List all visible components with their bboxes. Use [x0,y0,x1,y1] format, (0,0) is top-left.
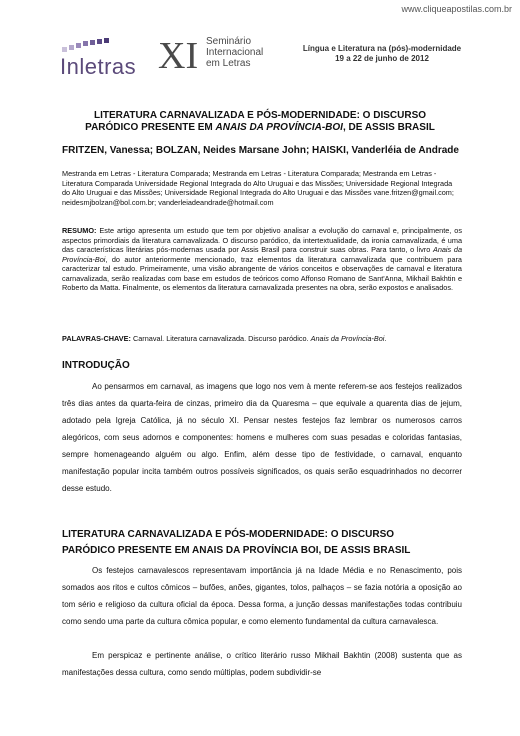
keywords-label: PALAVRAS-CHAVE: [62,334,131,343]
keywords-text: . [384,334,387,343]
title-part: PARÓDICO PRESENTE EM [85,122,216,133]
tagline-theme: Língua e Literatura na (pós)-modernidade [302,44,462,53]
keywords [62,334,462,344]
paper-title [40,110,480,134]
logo-seminar-line: Seminário [206,36,252,47]
title-line-1: LITERATURA CARNAVALIZADA E PÓS-MODERNIDADE: O DISCURSO [93,110,427,121]
affiliation: Mestranda em Letras - Literatura Comparada; Mestranda em Letras - Literatura Comparada; Mestranda em Letras - Literatura Comparada Universidade Regional Integrada do Alto Uruguai e das Missões; Universidade Regional Integrada do Alto Uruguai e das Missões; Universidade Regional Integrada do Alto Uruguai e das Missões vane.fritzen@gmail.com; neidesmjbolzan@bol.com.br; vanderleiadeandrade@hotmail.com [62,169,454,207]
authors: FRITZEN, Vanessa; BOLZAN, Neides Marsane John; HAISKI, Vanderléia de Andrade [62,145,459,156]
section-heading [62,527,462,559]
logo-seminar [206,36,263,69]
paragraph: Ao pensarmos em carnaval, as imagens que logo nos vem à mente referem-se aos festejos realizados três dias antes da quarta-feira de cinzas, primeiro dia da Quaresma – que equivale a quarenta dias de jejum, adotado pela Igreja Católica, já no século XI. Pensar nestes festejos faz lembrar os numerosos carros alegóricos, com seus adornos e componentes: homens e mulheres com suas pesadas e coloridas fantasias, sempre homenageando alguém ou algo. Enfim, além desse tipo de festividade, o carnaval, enquanto manifestação popular incita também outros possíveis significados, os quais serão esquadrinhados no decorrer desse estudo. [62,382,462,493]
abstract-text: , do autor anteriormente mencionado, traz elementos da literatura carnavalizada que contribuem para caracterizar tal estudo. Primeiramente, uma visão abrangente de vários conceitos e observações de carnaval e literatura carnavalizada, serão realizadas com base em estudos de teóricos como Affonso Romano de Sant'Anna, Mikhail Bakhtin e Roberto da Matta. Finalmente, os elementos da literatura carnavalizada presentes na obra, serão expostos e analisados. [62,254,462,292]
paragraph: Os festejos carnavalescos representavam importância já na Idade Média e no Renascimento, pois somados aos ritos e cultos cômicos – bufões, anões, gigantes, tolos, palhaços – se fazia notória a oposição ao tom sério e religioso da cultura oficial da época. Dessa forma, a junção dessas manifestações todas contribuiu como sendo uma parte da cultura cômica popular, e como elemento fundamental da cultura carnavalesca. [62,566,462,626]
section-heading-line: PARÓDICO PRESENTE EM ANAIS DA PROVÍNCIA BOI, DE ASSIS BRASIL [62,545,411,556]
logo-edition: XI [158,35,199,77]
logo-wordmark: Inletras [60,54,137,79]
keywords-text: Carnaval. Literatura carnavalizada. Discurso paródico. [130,334,311,343]
logo-seminar-line: Internacional [206,47,264,58]
keywords-book: Anais da Província-Boi [310,334,385,343]
abstract-label: RESUMO: [62,226,97,235]
title-part: , DE ASSIS BRASIL [342,122,435,133]
abstract-book: Anais da Província-Boi [62,245,462,264]
abstract-text: Este artigo apresenta um estudo que tem por objetivo analisar a evolução do carnaval e, principalmente, os aspectos primordiais da literatura carnavalizada. O discurso paródico, da intertextualidade, da ironia carnavalizada, é uma das características literárias pós-modernas usada por Assis Brasil para construir suas obras. Para tanto, o livro [62,226,462,254]
logo-seminar-line: em Letras [206,58,251,69]
section-heading-line: LITERATURA CARNAVALIZADA E PÓS-MODERNIDADE: O DISCURSO [62,529,395,540]
paragraph: Em perspicaz e pertinente análise, o crítico literário russo Mikhail Bakhtin (2008) sustenta que as manifestações dessa cultura, como sendo múltiplas, podem subdividir-se [62,651,462,677]
header-tagline [282,44,482,64]
title-line-2 [40,122,480,134]
section-heading: INTRODUÇÃO [62,360,130,371]
tagline-dates: 19 a 22 de junho de 2012 [335,54,429,63]
logo-graphic [60,36,130,54]
watermark: www.cliqueapostilas.com.br [401,4,512,14]
title-book: ANAIS DA PROVÍNCIA-BOI [215,122,343,133]
abstract [62,226,462,293]
